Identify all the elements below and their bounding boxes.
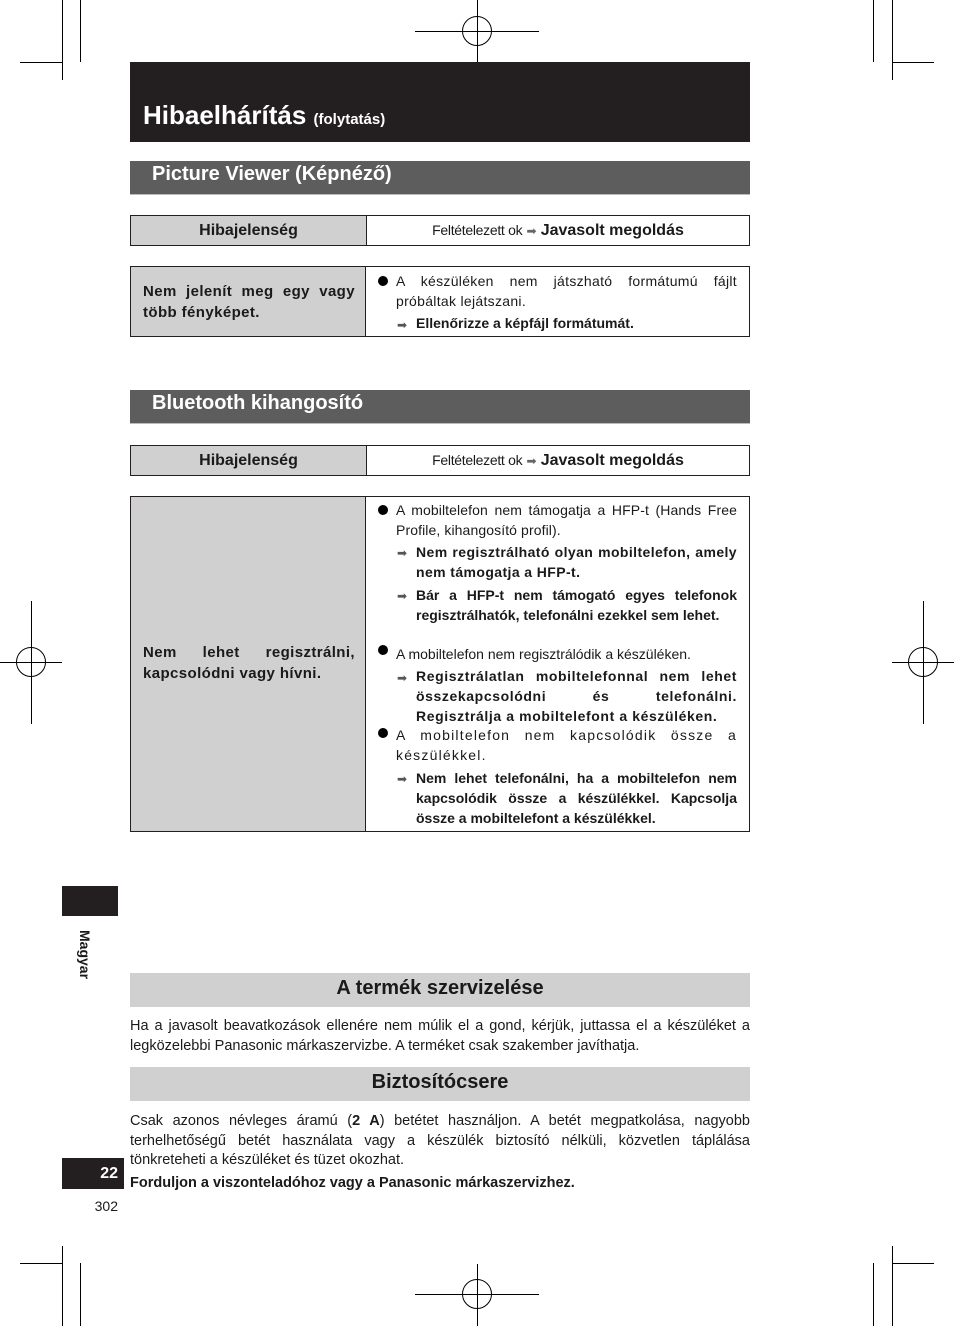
fuse-bold-text: Forduljon a viszonteladóhoz vagy a Panasonic márkaszervizhez. [130, 1175, 575, 1191]
language-label: Magyar [77, 930, 93, 980]
symptom-header: Hibajelenség [131, 446, 367, 475]
crop-mark [20, 1263, 62, 1264]
crop-mark [31, 601, 32, 724]
symptom-text: Nem jelenít meg egy vagy több fényképet. [143, 283, 355, 321]
service-text: Ha a javasolt beavatkozások ellenére nem múlik el a gond, kérjük, juttassa el a készüléket a legközelebbi Panasonic márkaszervizbe. A terméket csak szakember javíthatja. [130, 1018, 750, 1054]
fuse-rating: 2 A [352, 1113, 380, 1129]
page-number: 22 [100, 1165, 118, 1182]
cause-header: Feltételezett ok [432, 452, 523, 468]
arrow-icon: ➡ [526, 454, 537, 468]
arrow-icon: ➡ [397, 318, 408, 332]
bullet-icon [378, 276, 388, 286]
section-heading-fuse: Biztosítócsere [130, 1067, 750, 1101]
symptom-cell [131, 497, 366, 831]
arrow-icon: ➡ [397, 546, 408, 560]
symptom-header: Hibajelenség [131, 216, 367, 245]
section-heading-service: A termék szervizelése [130, 973, 750, 1007]
crop-mark [62, 0, 63, 80]
fuse-text [130, 1112, 750, 1171]
solution-text: Regisztrálatlan mobiltelefonnal nem lehet összekapcsolódni és telefonálni. Regisztrálja a mobiltelefont a készüléken. [416, 668, 737, 724]
page-title [143, 100, 385, 131]
solution-text: Nem lehet telefonálni, ha a mobiltelefon nem kapcsolódik össze a készülékkel. Kapcsolja össze a mobiltelefont a készülékkel. [416, 770, 737, 826]
arrow-icon: ➡ [397, 671, 408, 685]
table-header [130, 445, 750, 476]
symptom-text: Nem lehet regisztrálni, kapcsolódni vagy hívni. [143, 644, 355, 682]
cause-cell [366, 267, 749, 336]
crop-mark [477, 1264, 478, 1326]
table-header [130, 215, 750, 246]
section-heading-text: Picture Viewer (Képnéző) [152, 163, 392, 185]
crop-mark [873, 0, 874, 62]
crop-mark [892, 62, 934, 63]
page-reference: 302 [94, 1198, 118, 1214]
crop-mark [892, 0, 893, 80]
bullet-icon [378, 728, 388, 738]
cause-text: A mobiltelefon nem kapcsolódik össze a készülékkel. [396, 727, 737, 763]
crop-mark [873, 1263, 874, 1326]
section-heading-picture-viewer [130, 161, 750, 195]
cause-text: A mobiltelefon nem támogatja a HFP-t (Hands Free Profile, kihangosító profil). [396, 502, 737, 538]
cause-solution-header [367, 446, 749, 475]
crop-mark [80, 1263, 81, 1326]
bullet-icon [378, 645, 388, 655]
cause-text: A készüléken nem játszható formátumú fájlt próbáltak lejátszani. [396, 273, 737, 309]
crop-mark [892, 1246, 893, 1326]
crop-mark [923, 601, 924, 724]
solution-text: Bár a HFP-t nem támogató egyes telefonok regisztrálhatók, telefonálni ezekkel sem lehet. [416, 587, 737, 623]
table-row [130, 496, 750, 832]
crop-mark [62, 1246, 63, 1326]
cause-cell [366, 497, 749, 831]
crop-mark [892, 1263, 934, 1264]
cause-solution-header [367, 216, 749, 245]
section-heading-bluetooth [130, 390, 750, 424]
cause-header: Feltételezett ok [432, 222, 523, 238]
page-subtitle: (folytatás) [313, 111, 386, 128]
page-title-text: Hibaelhárítás [143, 100, 307, 130]
side-tab [62, 886, 118, 916]
crop-mark [80, 0, 81, 62]
crop-mark [20, 62, 62, 63]
arrow-icon: ➡ [397, 589, 408, 603]
bullet-icon [378, 505, 388, 515]
solution-header: Javasolt megoldás [540, 222, 684, 239]
solution-header: Javasolt megoldás [540, 452, 684, 469]
solution-text: Nem regisztrálható olyan mobiltelefon, amely nem támogatja a HFP-t. [416, 544, 737, 580]
crop-mark [477, 0, 478, 62]
fuse-text-part: ) betétet használjon. A betét megpatkolása, nagyobb terhelhetőségű betét használata vagy a készülék biztosító nélküli, közvetlen táplálása tönkreteheti a készüléket és tüzet okozhat. [130, 1113, 750, 1168]
fuse-text-part: Csak azonos névleges áramú ( [130, 1113, 353, 1129]
solution-text: Ellenőrizze a képfájl formátumát. [416, 315, 634, 331]
arrow-icon: ➡ [526, 224, 537, 238]
symptom-cell [131, 267, 366, 336]
arrow-icon: ➡ [397, 772, 408, 786]
cause-text: A mobiltelefon nem regisztrálódik a készüléken. [396, 646, 691, 662]
table-row [130, 266, 750, 337]
section-heading-text: Bluetooth kihangosító [152, 392, 364, 414]
